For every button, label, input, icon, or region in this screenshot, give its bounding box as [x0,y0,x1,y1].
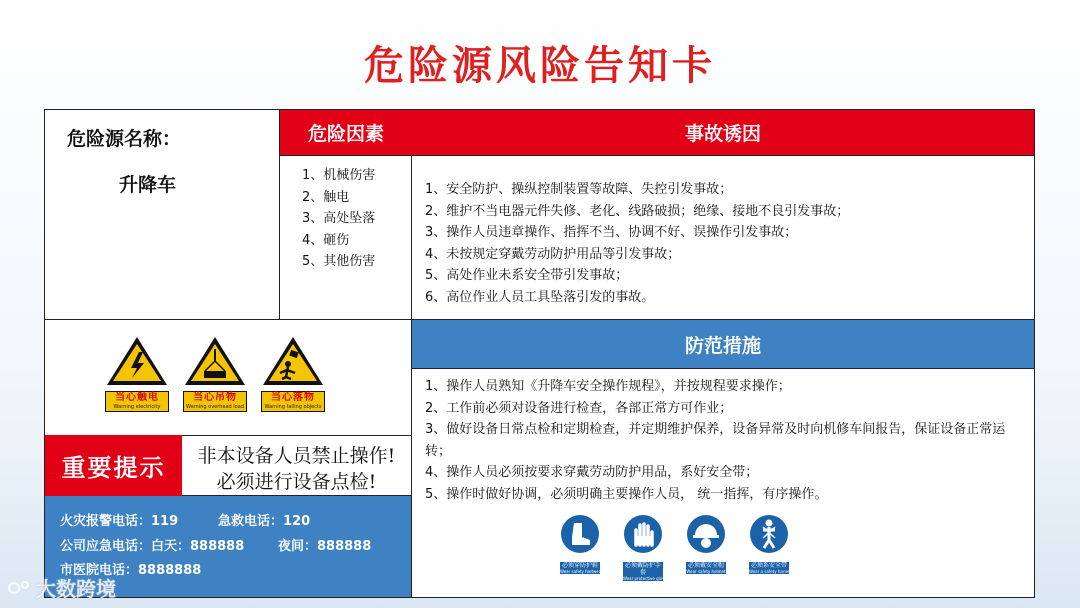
protective-gloves-icon [623,514,663,554]
sign-label-en: Warning overhead load [186,404,244,410]
list-item: 1、安全防护、操纵控制装置等故障、失控引发事故； [425,182,733,197]
list-item: 3、做好设备日常点检和定期检查，并定期维护保养，设备异常及时向机修车间报告，保证设备正常运转； [425,422,1006,459]
fire-phone: 火灾报警电话：119 [60,514,179,529]
measures-list [425,376,1025,505]
list-item: 2、工作前必须对设备进行检查，各部正常方可作业； [425,400,733,416]
hazard-source-label: 危险源名称： [67,128,182,150]
ppe-label: 必须戴防护手套 [624,562,661,576]
ppe-label-en: Wear a safety harness [749,569,794,574]
sign-label: 当心触电 [115,392,159,403]
overhead-load-warning-icon [183,335,247,387]
list-item: 3、高处坠落 [302,211,376,226]
sign-label-en: Warning electricity [113,404,161,410]
notice-line: 必须进行设备点检! [216,471,377,493]
electric-shock-warning-icon [105,335,169,387]
hazard-factors-header: 危险因素 [280,110,412,155]
watermark-logo-icon [8,578,32,598]
list-item: 1、机械伤害 [302,168,376,183]
list-item: 4、操作人员必须按要求穿戴劳动防护用品，系好安全带； [425,465,759,480]
hazard-source-cell [45,110,280,320]
sign-label: 当心吊物 [193,392,237,403]
safety-helmet-sign [686,514,726,574]
risk-notice-card [44,109,1035,598]
electric-shock-sign [105,335,169,412]
list-item: 5、操作时做好协调，必须明确主要操作人员， 统一指挥，有序操作。 [425,486,828,502]
falling-objects-sign [261,335,325,412]
list-item: 2、触电 [302,189,350,205]
ppe-label: 必须穿防护鞋 [561,562,598,569]
emergency-phone: 急救电话：120 [218,514,311,529]
ppe-label-en: Wear safety helmet [686,569,726,574]
warning-signs-panel [45,320,412,435]
card-title: 危险源风险告知卡 [364,43,716,89]
hazard-source-value: 升降车 [119,174,177,196]
accident-causes-list [425,179,849,308]
watermark [8,573,116,602]
falling-objects-warning-icon [261,335,325,387]
hospital-phone: 市医院电话：8888888 [60,563,202,578]
list-item: 4、未按规定穿戴劳动防护用品等引发事故； [425,246,681,262]
ppe-label: 必须系安全带 [750,562,787,569]
measures-header: 防范措施 [412,320,1034,368]
list-item: 1、操作人员熟知《升降车安全操作规程》，并按规程要求操作； [425,379,791,394]
company-night-phone: 夜间：888888 [278,539,372,554]
list-item: 4、砸伤 [302,232,350,248]
important-notice-body [182,435,412,496]
accident-causes-header: 事故诱因 [412,110,1034,155]
protective-boots-icon [560,514,600,554]
list-item: 5、其他伤害 [302,254,376,269]
list-item: 3、操作人员违章操作、指挥不当、协调不好、误操作引发事故； [425,225,798,240]
safety-helmet-icon [686,514,726,554]
sign-label-en: Warning falling objects [264,404,322,410]
ppe-label: 必须戴安全帽 [687,562,724,569]
ppe-label-en: Wear safety footwear [560,569,603,574]
watermark-text: 大数跨境 [36,577,116,601]
safety-harness-sign [749,514,794,574]
hazard-factors-cell [280,155,412,320]
list-item: 6、高位作业人员工具坠落引发的事故。 [425,289,655,305]
ppe-label-en: Wear protective gloves [623,576,670,581]
protective-gloves-sign [623,514,670,581]
hazard-factors-list [302,165,375,273]
sign-label: 当心落物 [271,392,315,403]
list-item: 5、高处作业未系安全带引发事故； [425,268,629,283]
company-day-phone: 公司应急电话：白天：888888 [60,539,245,554]
accident-causes-cell [412,155,1034,320]
important-notice-header: 重要提示 [45,435,182,496]
protective-boots-sign [560,514,603,574]
list-item: 2、维护不当电器元件失修、老化、线路破损；绝缘、接地不良引发事故； [425,203,850,219]
notice-line: 非本设备人员禁止操作! [197,445,396,467]
safety-harness-icon [749,514,789,554]
overhead-load-sign [183,335,247,412]
